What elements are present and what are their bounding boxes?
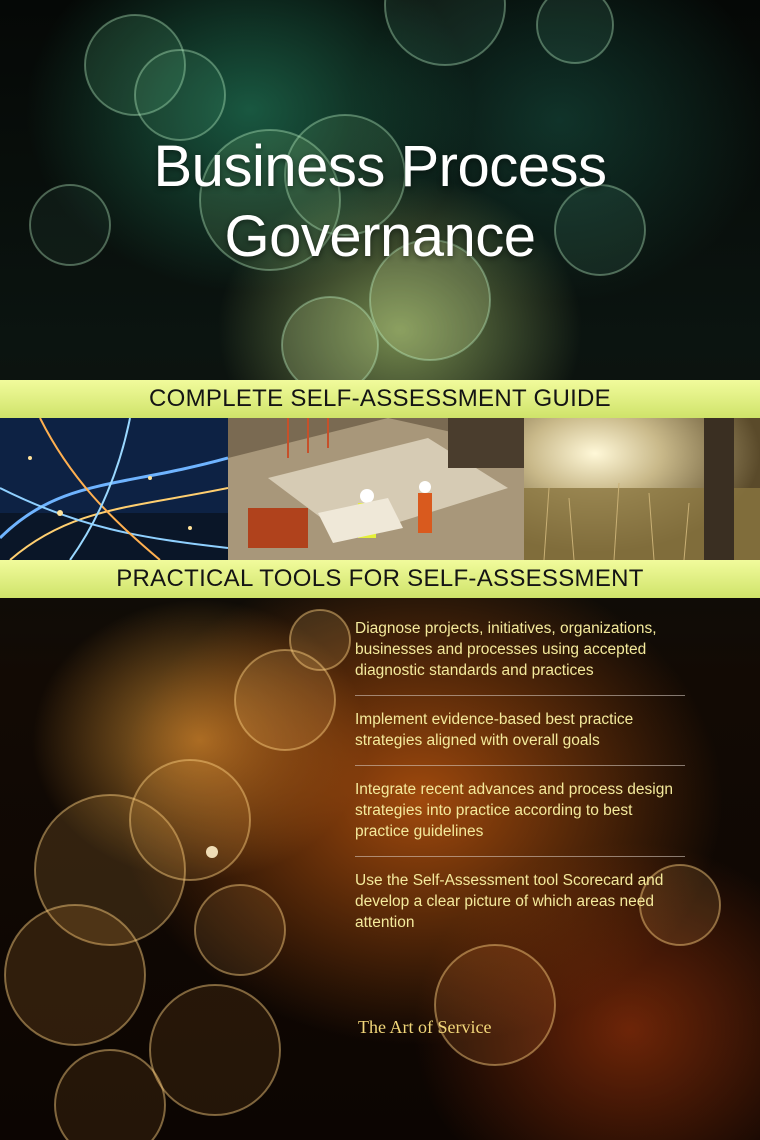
sunlit-meadow-photo: [524, 418, 760, 560]
photo-strip: [0, 418, 760, 560]
title-line-1: Business Process: [153, 134, 607, 199]
title-line-2: Governance: [224, 204, 536, 269]
bullet-list: [355, 618, 685, 960]
book-title: [0, 132, 760, 272]
band-complete-guide: COMPLETE SELF-ASSESSMENT GUIDE: [0, 380, 760, 418]
publisher-name: The Art of Service: [358, 1017, 492, 1037]
bullet-item: Implement evidence-based best practice strategies aligned with overall goals: [355, 709, 685, 766]
bullet-item: Integrate recent advances and process design strategies into practice according to best practice guidelines: [355, 779, 685, 857]
band-practical-tools: PRACTICAL TOOLS FOR SELF-ASSESSMENT: [0, 560, 760, 598]
bullet-item: Diagnose projects, initiatives, organizations, businesses and processes using accepted diagnostic standards and practices: [355, 618, 685, 696]
construction-site-workers-photo: [228, 418, 524, 560]
highway-interchange-night-photo: [0, 418, 228, 560]
bullet-item: Use the Self-Assessment tool Scorecard and develop a clear picture of which areas need attention: [355, 872, 664, 931]
